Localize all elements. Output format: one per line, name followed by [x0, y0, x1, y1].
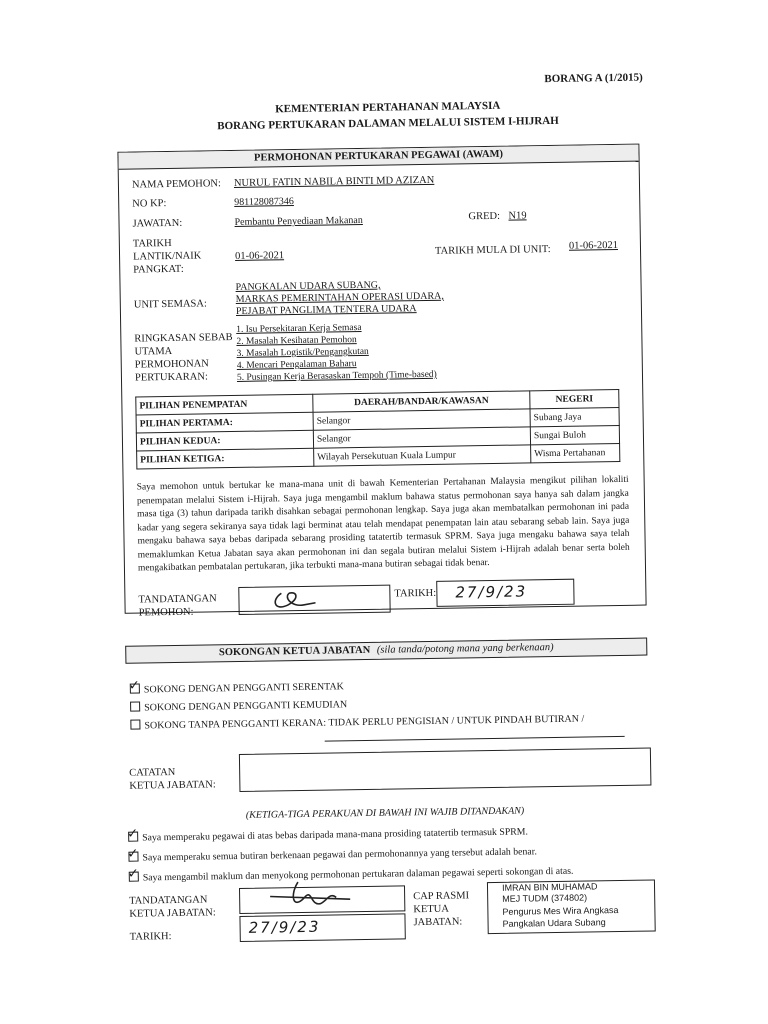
- form-code: BORANG A (1/2015): [544, 71, 643, 86]
- applicant-signature: [239, 586, 389, 614]
- ic-number: 981128087346: [234, 196, 294, 208]
- reason-label: PERTUKARAN:: [134, 371, 208, 384]
- head-date-field[interactable]: [239, 913, 405, 942]
- reason-item: 4. Mencari Pengalaman Baharu: [236, 359, 357, 371]
- stamp-label: CAP RASMI: [413, 890, 470, 903]
- reason-label: UTAMA: [134, 345, 173, 358]
- notes-label: KETUA JABATAN:: [129, 779, 216, 792]
- official-stamp-field: [487, 879, 656, 934]
- checkbox[interactable]: [127, 846, 139, 862]
- appoint-label: TARIKH: [132, 237, 172, 250]
- head-date: 27/9/23: [248, 917, 321, 937]
- area-cell: Selangor: [313, 409, 530, 430]
- notes-label: CATATAN: [129, 766, 176, 779]
- applicant-date-label: TARIKH:: [394, 587, 437, 600]
- column-header: PILIHAN PENEMPATAN: [136, 394, 313, 415]
- support-header: SOKONGAN KETUA JABATAN: [218, 644, 371, 659]
- ministry-title: KEMENTERIAN PERTAHANAN MALAYSIA: [275, 99, 501, 116]
- applicant-signature-field[interactable]: [238, 585, 390, 615]
- start-date-label: TARIKH MULA DI UNIT:: [434, 244, 551, 257]
- reason-label: RINGKASAN SEBAB: [134, 332, 233, 345]
- state-cell: Subang Jaya: [530, 407, 619, 426]
- row-label: PILIHAN KEDUA:: [136, 430, 313, 451]
- declaration-text: Saya memohon untuk bertukar ke mana-mana unit di bawah Kementerian Pertahanan Malaysia mengikut pilihan lokaliti penempatan melalui Sistem i-Hijrah. Saya juga mengambil maklum bahawa status permohonan saya hanya sah dalam jangka masa tiga (3) tahun daripada tarikh disahkan sebagai permohonan lengkap. Saya juga akan membatalkan permohonan ini pada kadar yang segera sekiranya saya tidak lagi berminat atau telah mendapat penempatan lain atau sebarang sebab lain. Saya juga mengaku bahawa saya bebas daripada sebarang prosiding tatatertib termasuk SPRM. Saya juga mengaku bahawa saya telah memaklumkan Ketua Jabatan saya akan permohonan ini dan segala butiran melalui Sistem i-Hijrah adalah benar serta boleh mengakibatkan pembatalan pertukaran, jika terbukti mana-mana butiran sebagai tidak benar.: [136, 474, 630, 574]
- checkbox[interactable]: [128, 678, 140, 694]
- unit-line: MARKAS PEMERINTAHAN OPERASI UDARA,: [235, 290, 444, 305]
- grade-label: GRED:: [468, 210, 501, 223]
- notes-field[interactable]: [239, 747, 652, 791]
- checkbox[interactable]: [127, 826, 139, 842]
- checkbox[interactable]: [130, 702, 140, 712]
- position-label: JAWATAN:: [132, 217, 183, 230]
- placement-table: [135, 389, 620, 470]
- name-label: NAMA PEMOHON:: [131, 178, 221, 191]
- unit-line: PEJABAT PANGLIMA TENTERA UDARA: [235, 303, 417, 317]
- stamp-role: Pengurus Mes Wira Angkasa: [502, 905, 619, 917]
- form-title: BORANG PERTUKARAN DALAMAN MELALUI SISTEM I-HIJRAH: [217, 114, 559, 133]
- applicant-name: NURUL FATIN NABILA BINTI MD AZIZAN: [233, 174, 435, 189]
- ic-label: NO KP:: [132, 198, 167, 210]
- support-section-header: [125, 638, 647, 664]
- stamp-label: JABATAN:: [413, 916, 463, 929]
- unit-line: PANGKALAN UDARA SUBANG,: [235, 279, 381, 293]
- unit-label: UNIT SEMASA:: [133, 298, 207, 311]
- mandatory-note: (KETIGA-TIGA PERAKUAN DI BAWAH INI WAJIB DITANDAKAN): [245, 805, 525, 821]
- checkbox[interactable]: [127, 866, 139, 882]
- grade-value: N19: [508, 210, 527, 222]
- column-header: NEGERI: [530, 389, 619, 408]
- head-date-label: TARIKH:: [129, 931, 172, 943]
- checkbox[interactable]: [130, 720, 140, 730]
- check-mark-icon: ✓: [127, 846, 139, 862]
- support-header-line: [126, 639, 646, 663]
- row-label: PILIHAN KETIGA:: [137, 448, 314, 469]
- area-cell: Wilayah Persekutuan Kuala Lumpur: [314, 445, 531, 466]
- support-note: (sila tanda/potong mana yang berkenaan): [376, 642, 554, 656]
- applicant-date-field[interactable]: [436, 579, 574, 607]
- reason-label: PERMOHONAN: [134, 358, 209, 371]
- reason-item: 1. Isu Persekitaran Kerja Semasa: [236, 322, 362, 335]
- check-mark-icon: ✓: [128, 678, 140, 694]
- head-sign-label: TANDATANGAN: [129, 894, 208, 907]
- applicant-date: 27/9/23: [455, 582, 528, 602]
- support-reason-line: [325, 736, 625, 742]
- check-mark-icon: ✓: [127, 826, 139, 842]
- head-signature: [240, 886, 404, 913]
- start-date: 01-06-2021: [568, 239, 619, 252]
- stamp-unit: Pangkalan Udara Subang: [502, 917, 606, 929]
- reason-item: 5. Pusingan Kerja Berasaskan Tempoh (Time-based): [236, 369, 437, 383]
- row-label: PILIHAN PERTAMA:: [136, 412, 313, 433]
- column-header: DAERAH/BANDAR/KAWASAN: [313, 391, 530, 412]
- check-mark-icon: ✓: [127, 866, 139, 882]
- head-sign-label: KETUA JABATAN:: [129, 907, 216, 920]
- support-option-simultaneous[interactable]: ✓ SOKONG DENGAN PENGGANTI SERENTAK: [128, 678, 344, 696]
- certification-item[interactable]: ✓ Saya memperaku pegawai di atas bebas daripada mana-mana prosiding tatatertib termasuk SPRM.: [127, 826, 529, 844]
- section-header: PERMOHONAN PERTUKARAN PEGAWAI (AWAM): [118, 145, 638, 170]
- certification-item[interactable]: ✓ Saya mengambil maklum dan menyokong permohonan pertukaran dalaman pegawai seperti sokongan di atas.: [127, 865, 574, 884]
- reason-item: 3. Masalah Logistik/Pengangkutan: [236, 346, 369, 359]
- appoint-label: LANTIK/NAIK: [132, 250, 202, 263]
- stamp-rank: MEJ TUDM (374802): [502, 892, 588, 904]
- state-cell: Sungai Buloh: [530, 425, 619, 444]
- applicant-sign-label: TANDATANGAN: [138, 593, 217, 606]
- appoint-date: 01-06-2021: [234, 250, 285, 262]
- stamp-name: IMRAN BIN MUHAMAD: [501, 881, 598, 893]
- appoint-label: PANGKAT:: [133, 263, 184, 276]
- support-option-no-replacement[interactable]: SOKONG TANPA PENGGANTI KERANA: TIDAK PERLU PENGISIAN / UNTUK PINDAH BUTIRAN /: [130, 713, 584, 732]
- state-cell: Wisma Pertahanan: [531, 443, 620, 462]
- stamp-label: KETUA: [413, 903, 450, 916]
- area-cell: Selangor: [313, 427, 530, 448]
- certification-item[interactable]: ✓ Saya memperaku semua butiran berkenaan pegawai dan permohonannya yang tersebut adalah benar.: [127, 846, 537, 864]
- reason-item: 2. Masalah Kesihatan Pemohon: [236, 335, 357, 347]
- applicant-sign-label: PEMOHON:: [138, 606, 194, 619]
- form-sheet: [104, 53, 684, 957]
- position-value: Pembantu Penyediaan Makanan: [234, 214, 363, 228]
- head-signature-field[interactable]: [239, 885, 405, 914]
- support-option-later[interactable]: SOKONG DENGAN PENGGANTI KEMUDIAN: [130, 698, 347, 713]
